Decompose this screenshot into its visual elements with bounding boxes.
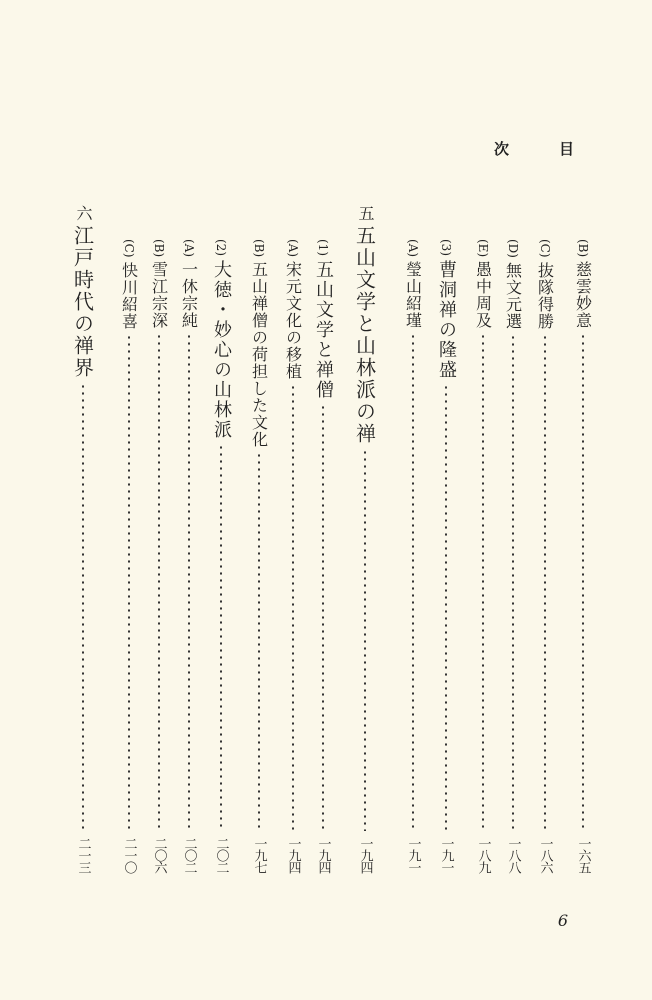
toc-entry-title: 抜隊得勝 bbox=[535, 261, 555, 330]
toc-entry-title: 大徳・妙心の山林派 bbox=[211, 260, 232, 440]
running-head bbox=[494, 138, 574, 162]
toc-entry-marker: (B) bbox=[252, 239, 266, 258]
toc-entry-title: 雪江宗深 bbox=[149, 261, 169, 330]
toc-entry bbox=[310, 205, 336, 873]
toc-entry bbox=[570, 205, 596, 873]
toc-entry-marker: (D) bbox=[506, 239, 520, 258]
dot-leader bbox=[364, 449, 366, 831]
toc-entry-title: 無文元選 bbox=[503, 261, 523, 330]
running-head-char: 次 bbox=[494, 140, 510, 158]
toc-entry bbox=[116, 205, 142, 873]
dot-leader bbox=[412, 333, 414, 831]
toc-entry bbox=[280, 205, 306, 873]
toc-entry-marker: 六 bbox=[74, 205, 93, 221]
toc-entry-marker: (3) bbox=[439, 239, 453, 256]
toc-entry-page: 二一〇 bbox=[121, 837, 137, 873]
toc-entry bbox=[146, 205, 172, 873]
dot-leader bbox=[188, 333, 190, 831]
toc-entry-marker: (1) bbox=[316, 239, 330, 256]
toc-entry-page: 一九一 bbox=[405, 837, 421, 873]
toc-entry-marker: (C) bbox=[122, 239, 136, 258]
toc-entry-marker: (A) bbox=[406, 239, 420, 258]
dot-leader bbox=[220, 444, 222, 831]
toc-entry bbox=[352, 205, 378, 873]
dot-leader bbox=[258, 452, 260, 831]
toc-entry-title: 快川紹喜 bbox=[119, 261, 139, 330]
toc-entry-page: 二〇二 bbox=[213, 837, 229, 873]
toc-entry bbox=[500, 205, 526, 873]
toc-entry bbox=[532, 205, 558, 873]
toc-entry-title: 慈雲妙意 bbox=[573, 261, 593, 330]
toc-entry-title: 瑩山紹瑾 bbox=[403, 261, 423, 330]
toc-entry-page: 一九四 bbox=[357, 837, 373, 873]
dot-leader bbox=[445, 384, 447, 831]
toc-entry bbox=[70, 205, 96, 873]
toc-entry-title: 宋元文化の移植 bbox=[283, 261, 303, 381]
dot-leader bbox=[158, 333, 160, 831]
toc-entry-title: 曹洞禅の隆盛 bbox=[436, 260, 457, 380]
toc-entry bbox=[246, 205, 272, 873]
toc-entry-page: 一八九 bbox=[475, 837, 491, 873]
toc-entry-page: 一九一 bbox=[438, 837, 454, 873]
dot-leader bbox=[292, 384, 294, 831]
toc-entry-marker: (C) bbox=[538, 239, 552, 258]
toc-entry bbox=[433, 205, 459, 873]
toc-entry-page: 二〇二 bbox=[181, 837, 197, 873]
dot-leader bbox=[512, 334, 514, 831]
toc-entry-title: 一休宗純 bbox=[179, 261, 199, 330]
toc-entry-marker: (B) bbox=[576, 239, 590, 258]
toc-entry-page: 二〇六 bbox=[151, 837, 167, 873]
toc-entry-title: 江戸時代の禅界 bbox=[70, 225, 95, 379]
toc-entry-title: 五山禅僧の荷担した文化 bbox=[249, 261, 269, 449]
toc-entry-page: 一九四 bbox=[315, 837, 331, 873]
toc-entry bbox=[470, 205, 496, 873]
dot-leader bbox=[322, 404, 324, 831]
dot-leader bbox=[582, 333, 584, 831]
dot-leader bbox=[544, 334, 546, 831]
toc-entry bbox=[400, 205, 426, 873]
toc-entry-title: 五山文学と山林派の禅 bbox=[352, 225, 377, 445]
toc-entry-marker: 五 bbox=[356, 205, 375, 221]
table-of-contents bbox=[40, 205, 596, 875]
dot-leader bbox=[128, 334, 130, 831]
toc-entry-marker: (B) bbox=[152, 239, 166, 258]
dot-leader bbox=[82, 383, 84, 831]
toc-entry-title: 五山文学と禅僧 bbox=[313, 260, 334, 400]
toc-entry-marker: (E) bbox=[476, 239, 490, 258]
toc-entry-marker: (A) bbox=[286, 239, 300, 258]
toc-entry-title: 愚中周及 bbox=[473, 261, 493, 330]
toc-entry bbox=[176, 205, 202, 873]
toc-entry-marker: (2) bbox=[214, 239, 228, 256]
toc-entry-marker: (A) bbox=[182, 239, 196, 258]
dot-leader bbox=[482, 333, 484, 831]
toc-entry-page: 一八六 bbox=[537, 837, 553, 873]
toc-entry-page: 一九七 bbox=[251, 837, 267, 873]
toc-entry bbox=[208, 205, 234, 873]
toc-entry-page: 一九四 bbox=[285, 837, 301, 873]
page-number: 6 bbox=[557, 911, 568, 930]
toc-entry-page: 一六五 bbox=[575, 837, 591, 873]
toc-entry-page: 二一三 bbox=[75, 837, 91, 873]
running-head-char: 目 bbox=[558, 140, 574, 158]
toc-entry-page: 一八八 bbox=[505, 837, 521, 873]
